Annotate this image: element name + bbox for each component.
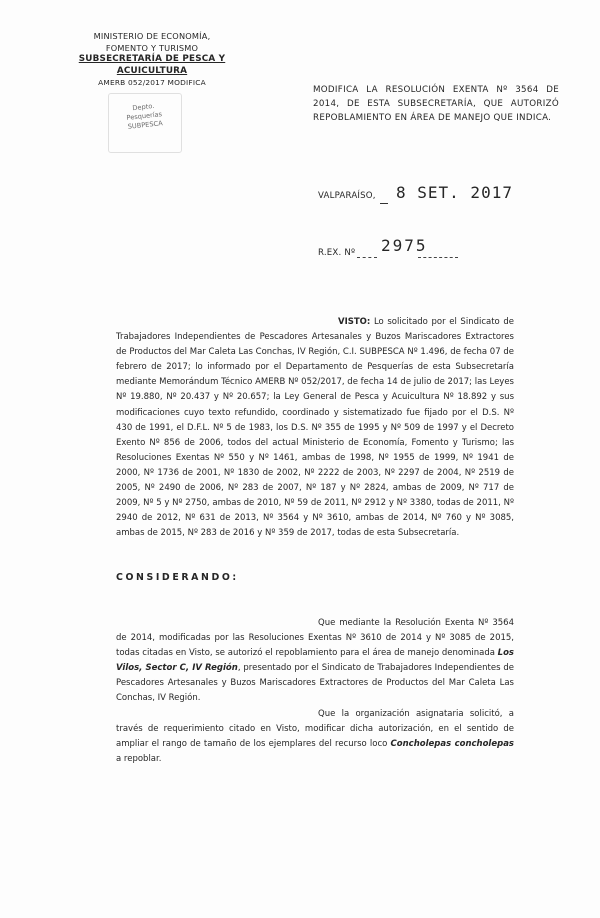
resolution-subject: MODIFICA LA RESOLUCIÓN EXENTA Nº 3564 DE 2014, DE ESTA SUBSECRETARÍA, QUE AUTORIZÓ REPOBLAMIENTO EN ÁREA DE MANEJO QUE INDICA. (313, 85, 559, 123)
p2-text-b: a repoblar. (116, 754, 162, 765)
visto-lead: VISTO: (338, 317, 371, 327)
ministry-name: MINISTERIO DE ECONOMÍA, (93, 31, 211, 41)
ministry-subname: FOMENTO Y TURISMO (105, 42, 199, 53)
p1-text-a: Que mediante la Resolución Exenta Nº 3564 de 2014, modificadas por las Resoluciones Exentas Nº 3610 de 2014 y Nº 3085 de 2015, todas citadas en Visto, se autorizó el repoblamiento para el área de manejo denominada (116, 618, 514, 659)
resolution-number: 2975 (381, 236, 428, 255)
p2-text-a: Que la organización asignataria solicitó, a través de requerimiento citado en Visto, modificar dicha autorización, en el sentido de ampliar el rango de tamaño de los ejemplares del recurso loco (116, 709, 514, 750)
ministry-header (52, 31, 252, 89)
date-stamp: 8 SET. 2017 (396, 183, 513, 202)
office-stamp (118, 100, 172, 145)
visto-paragraph (116, 315, 514, 541)
considerando-heading: CONSIDERANDO: (116, 572, 239, 583)
file-reference: AMERB 052/2017 MODIFICA (98, 78, 206, 87)
stamp-line-2: SUBPESCA (127, 119, 164, 131)
resolution-number-label: R.EX. Nº (318, 248, 356, 258)
date-dash (380, 203, 388, 204)
number-line-right (418, 257, 458, 258)
visto-text: Lo solicitado por el Sindicato de Trabajadores Independientes de Pescadores Artesanales y Buzos Mariscadores Extractores de Productos del Mar Caleta Las Conchas, IV Región, C.I. SUBPESCA Nº 1.496, de fecha 07 de febrero de 2017; lo informado por el Departamento de Pesquerías de esta Subsecretaría mediante Memorándum Técnico AMERB Nº 052/2017, de fecha 14 de julio de 2017; las Leyes Nº 19.880, Nº 20.437 y Nº 20.657; la Ley General de Pesca y Acuicultura Nº 18.892 y sus modificaciones cuyo texto refundido, coordinado y sistematizado fue fijado por el D.S. Nº 430 de 1991, el D.F.L. Nº 5 de 1983, los D.S. Nº 355 de 1995 y Nº 509 de 1997 y el Decreto Exento Nº 856 de 2006, todos del actual Ministerio de Economía, Fomento y Turismo; las Resoluciones Exentas Nº 550 y Nº 1461, ambas de 1998, Nº 1955 de 1999, Nº 1941 de 2000, Nº 1736 de 2001, Nº 1830 de 2002, Nº 2222 de 2003, Nº 2297 de 2004, Nº 2519 de 2005, Nº 2490 de 2006, Nº 283 de 2007, Nº 187 y Nº 2824, ambas de 2009, Nº 717 de 2009, Nº 5 y Nº 2750, ambas de 2010, Nº 59 de 2011, Nº 2912 y Nº 3380, todas de 2011, Nº 2940 de 2012, Nº 631 de 2013, Nº 3564 y Nº 3610, ambas de 2014, Nº 760 y Nº 3085, ambas de 2015, Nº 283 de 2016 y Nº 359 de 2017, todas de esta Subsecretaría. (116, 317, 515, 539)
p1-text-b: , presentado por el Sindicato de Trabajadores Independientes de Pescadores Artesanales y Buzos Mariscadores Extractores de Productos del Mar Caleta Las Conchas, IV Región. (116, 663, 514, 704)
considerando-paragraph-2 (116, 707, 514, 767)
species-name: Concholepas concholepas (390, 739, 514, 750)
stamp-line-1: Depto. Pesquerías (126, 101, 163, 122)
considerando-paragraph-1 (116, 616, 514, 707)
area-name: Los Vilos, Sector C, IV Región (116, 648, 514, 674)
number-line-left (357, 257, 377, 258)
undersecretariat-name: SUBSECRETARÍA DE PESCA Y ACUICULTURA (78, 54, 226, 76)
place-label: VALPARAÍSO, (318, 191, 376, 201)
